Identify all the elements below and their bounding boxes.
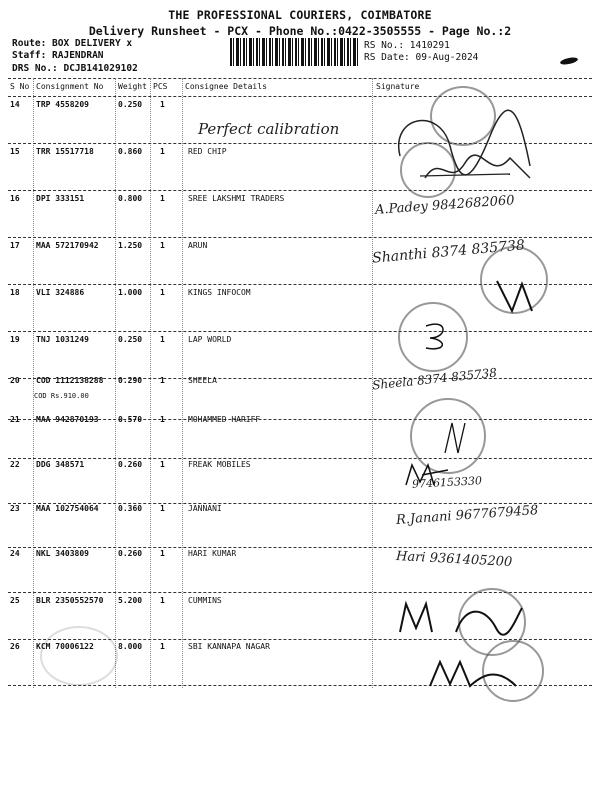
row-pcs: 1: [160, 549, 165, 558]
row-consignment: VLI 324886: [36, 288, 85, 297]
col-consignment: Consignment No: [36, 82, 104, 91]
row-consignment: COD 1112138288: [36, 376, 104, 385]
row-consignment: KCM 70006122: [36, 642, 94, 651]
row-weight: 0.570: [118, 415, 143, 424]
row-sno: 19: [10, 335, 20, 344]
row-consignee: HARI KUMAR: [188, 549, 237, 558]
staff-label: Staff: RAJENDRAN: [12, 50, 104, 61]
row-pcs: 1: [160, 147, 165, 156]
row-weight: 8.000: [118, 642, 143, 651]
row-consignee: FREAK MOBILES: [188, 460, 251, 469]
row-consignee: ARUN: [188, 241, 208, 250]
handwritten-signature: Sheela 8374 835738: [371, 365, 498, 393]
row-pcs: 1: [160, 460, 165, 469]
row-sno: 18: [10, 288, 20, 297]
row-pcs: 1: [160, 596, 165, 605]
row-weight: 0.800: [118, 194, 143, 203]
col-sno: S No: [10, 82, 30, 91]
route-label: Route: BOX DELIVERY x: [12, 38, 133, 49]
row-sno: 17: [10, 241, 20, 250]
handwritten-note: Perfect calibration: [198, 120, 340, 138]
row-consignee: CUMMINS: [188, 596, 222, 605]
row-weight: 0.250: [118, 100, 143, 109]
row-consignee: LAP WORLD: [188, 335, 232, 344]
signature-scribble: [426, 656, 526, 696]
row-consignee: SBI KANNAPA NAGAR: [188, 642, 270, 651]
row-pcs: 1: [160, 100, 165, 109]
row-weight: 0.290: [118, 376, 143, 385]
company-title: THE PROFESSIONAL COURIERS, COIMBATORE: [168, 8, 432, 22]
row-pcs: 1: [160, 241, 165, 250]
row-sno: 25: [10, 596, 20, 605]
table-header: [8, 78, 592, 97]
row-weight: 0.360: [118, 504, 143, 513]
signature-scribble: [404, 460, 454, 490]
handwritten-signature: Shanthi 8374 835738: [371, 237, 526, 267]
row-consignee: SHEELA: [188, 376, 217, 385]
handwritten-phone: 9746153330: [411, 474, 483, 491]
row-consignment: BLR 2350552570: [36, 596, 104, 605]
signature-scribble: [492, 276, 542, 316]
row-sno: 14: [10, 100, 20, 109]
row-pcs: 1: [160, 376, 165, 385]
signature-scribble: [420, 148, 540, 193]
row-sno: 15: [10, 147, 20, 156]
row-sno: 26: [10, 642, 20, 651]
row-sno: 23: [10, 504, 20, 513]
row-consignee: KINGS INFOCOM: [188, 288, 251, 297]
row-weight: 1.250: [118, 241, 143, 250]
row-sno: 22: [10, 460, 20, 469]
row-consignment: MAA 942870193: [36, 415, 99, 424]
row-weight: 0.260: [118, 549, 143, 558]
table-row: [8, 456, 592, 504]
handwritten-signature: A.Padey 9842682060: [374, 193, 515, 218]
row-pcs: 1: [160, 504, 165, 513]
rs-number: RS No.: 1410291: [364, 40, 450, 51]
row-weight: 1.000: [118, 288, 143, 297]
row-weight: 5.200: [118, 596, 143, 605]
signature-scribble: [396, 598, 526, 638]
col-weight: Weight: [118, 82, 147, 91]
col-pcs: PCS: [153, 82, 168, 91]
row-pcs: 1: [160, 335, 165, 344]
signature-scribble: [418, 318, 458, 352]
row-consignee: MOHAMMED HARIFF: [188, 415, 261, 424]
row-consignment: TRR 15517718: [36, 147, 94, 156]
row-consignee: RED CHIP: [188, 147, 227, 156]
row-consignment: DPI 333151: [36, 194, 85, 203]
row-consignment: TNJ 1031249: [36, 335, 89, 344]
row-sno: 20: [10, 376, 20, 385]
row-weight: 0.860: [118, 147, 143, 156]
runsheet-subtitle: Delivery Runsheet - PCX - Phone No.:0422-3505555 - Page No.:2: [88, 24, 512, 38]
rs-date: RS Date: 09-Aug-2024: [364, 52, 479, 63]
row-consignee: JANNANI: [188, 504, 222, 513]
row-weight: 0.250: [118, 335, 143, 344]
faint-stamp: [40, 626, 118, 686]
drs-number: DRS No.: DCJB141029102: [12, 63, 138, 74]
row-pcs: 1: [160, 288, 165, 297]
handwritten-signature: Hari 9361405200: [395, 548, 513, 571]
row-consignment: MAA 572170942: [36, 241, 99, 250]
pen-mark: [560, 56, 579, 66]
row-consignment: NKL 3403809: [36, 549, 89, 558]
row-sno: 21: [10, 415, 20, 424]
row-consignment: TRP 4558209: [36, 100, 89, 109]
cod-amount: COD Rs.910.00: [34, 392, 89, 400]
row-pcs: 1: [160, 642, 165, 651]
col-consignee: Consignee Details: [185, 82, 267, 91]
row-pcs: 1: [160, 415, 165, 424]
col-signature: Signature: [376, 82, 420, 91]
table-row: [8, 411, 592, 459]
row-weight: 0.260: [118, 460, 143, 469]
row-consignee: SREE LAKSHMI TRADERS: [188, 194, 285, 203]
row-consignment: MAA 102754064: [36, 504, 99, 513]
row-pcs: 1: [160, 194, 165, 203]
row-consignment: DDG 348571: [36, 460, 85, 469]
row-sno: 24: [10, 549, 20, 558]
handwritten-signature: R.Janani 9677679458: [395, 503, 539, 528]
signature-scribble: [440, 418, 470, 458]
row-sno: 16: [10, 194, 20, 203]
barcode: [230, 38, 358, 66]
